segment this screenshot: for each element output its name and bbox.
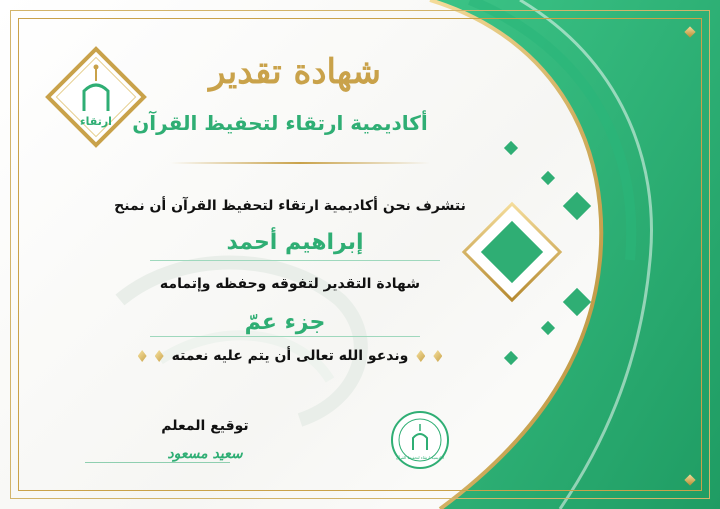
recipient-name: إبراهيم أحمد bbox=[226, 230, 364, 255]
intro-text: نتشرف نحن أكاديمية ارتقاء لتحفيظ القرآن أن نمنح bbox=[114, 198, 466, 214]
academy-seal bbox=[390, 410, 450, 470]
signature-name: سعيد مسعود bbox=[167, 446, 243, 462]
award-text: شهادة التقدير لتفوقه وحفظه وإتمامه bbox=[159, 276, 421, 292]
signature-label: توقيع المعلم bbox=[161, 418, 249, 434]
gold-gem-icon bbox=[155, 350, 164, 362]
gold-gem-icon bbox=[433, 350, 442, 362]
achievement-text: جزء عمّ bbox=[244, 310, 326, 335]
academy-name: أكاديمية ارتقاء لتحفيظ القرآن bbox=[132, 111, 428, 135]
gold-gem-icon bbox=[416, 350, 425, 362]
seal-text: أكاديمية ارتقاء لتحفيظ القرآن bbox=[395, 455, 445, 460]
recipient-underline bbox=[150, 260, 440, 261]
logo-text: ارتقاء bbox=[80, 115, 112, 128]
signature-underline bbox=[85, 462, 230, 463]
academy-logo bbox=[40, 41, 152, 153]
closing-line bbox=[120, 348, 460, 364]
achievement-underline bbox=[150, 336, 420, 337]
certificate-title: شهادة تقدير bbox=[208, 52, 382, 92]
title-divider bbox=[170, 162, 430, 164]
gold-gem-icon bbox=[138, 350, 147, 362]
closing-text: وندعو الله تعالى أن يتم عليه نعمته bbox=[171, 348, 409, 364]
